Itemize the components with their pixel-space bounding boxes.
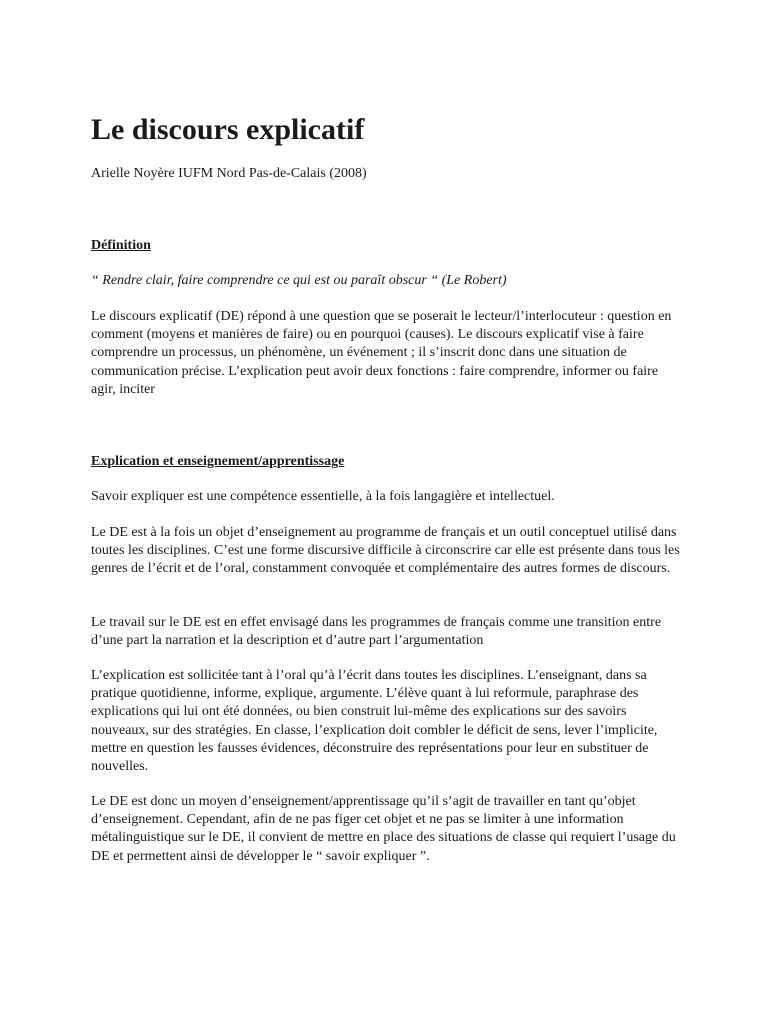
explication-paragraph-2: Le DE est à la fois un objet d’enseignement au programme de français et un outil conceptuel utilisé dans toutes les disciplines. C’est une forme discursive difficile à circonscrire car elle est présente dans tous les genres de l’écrit et de l’oral, constamment convoquée et complémentaire des autres formes de discours. xyxy=(91,525,680,577)
document-author: Arielle Noyère IUFM Nord Pas-de-Calais (2008) xyxy=(91,166,367,181)
definition-quote: “ Rendre clair, faire comprendre ce qui est ou paraît obscur “ (Le Robert) xyxy=(91,273,507,288)
document-title: Le discours explicatif xyxy=(91,113,365,146)
explication-paragraph-5: Le DE est donc un moyen d’enseignement/apprentissage qu’il s’agit de travailler en tant qu’objet d’enseignement. Cependant, afin de ne pas figer cet objet et ne pas se limiter à une information métalinguistique sur le DE, il convient de mettre en place des situations de classe qui requiert l’usage du DE et permettent ainsi de développer le “ savoir expliquer ”. xyxy=(91,794,676,864)
section-heading-definition: Définition xyxy=(91,238,151,253)
explication-paragraph-4: L’explication est sollicitée tant à l’oral qu’à l’écrit dans toutes les disciplines. L’enseignant, dans sa pratique quotidienne, informe, explique, argumente. L’élève quant à lui reformule, paraphrase des explications qui lui ont été données, ou bien construit lui-même des explications sur des savoirs nouveaux, sur des stratégies. En classe, l’explication doit combler le déficit de sens, lever l’implicite, mettre en question les fausses évidences, déconstruire des représentations pour leur en substituer de nouvelles. xyxy=(91,668,658,775)
explication-paragraph-3: Le travail sur le DE est en effet envisagé dans les programmes de français comme une transition entre d’une part la narration et la description et d’autre part l’argumentation xyxy=(91,615,662,649)
section-heading-explication: Explication et enseignement/apprentissage xyxy=(91,454,345,469)
explication-paragraph-1: Savoir expliquer est une compétence essentielle, à la fois langagière et intellectuel. xyxy=(91,489,555,504)
definition-paragraph: Le discours explicatif (DE) répond à une question que se poserait le lecteur/l’interlocuteur : question en comment (moyens et manières de faire) ou en pourquoi (causes). Le discours explicatif vise à faire comprendre un processus, un phénomène, un événement ; il s’inscrit donc dans une situation de communication précise. L’explication peut avoir deux fonctions : faire comprendre, informer ou faire agir, inciter xyxy=(91,309,672,397)
